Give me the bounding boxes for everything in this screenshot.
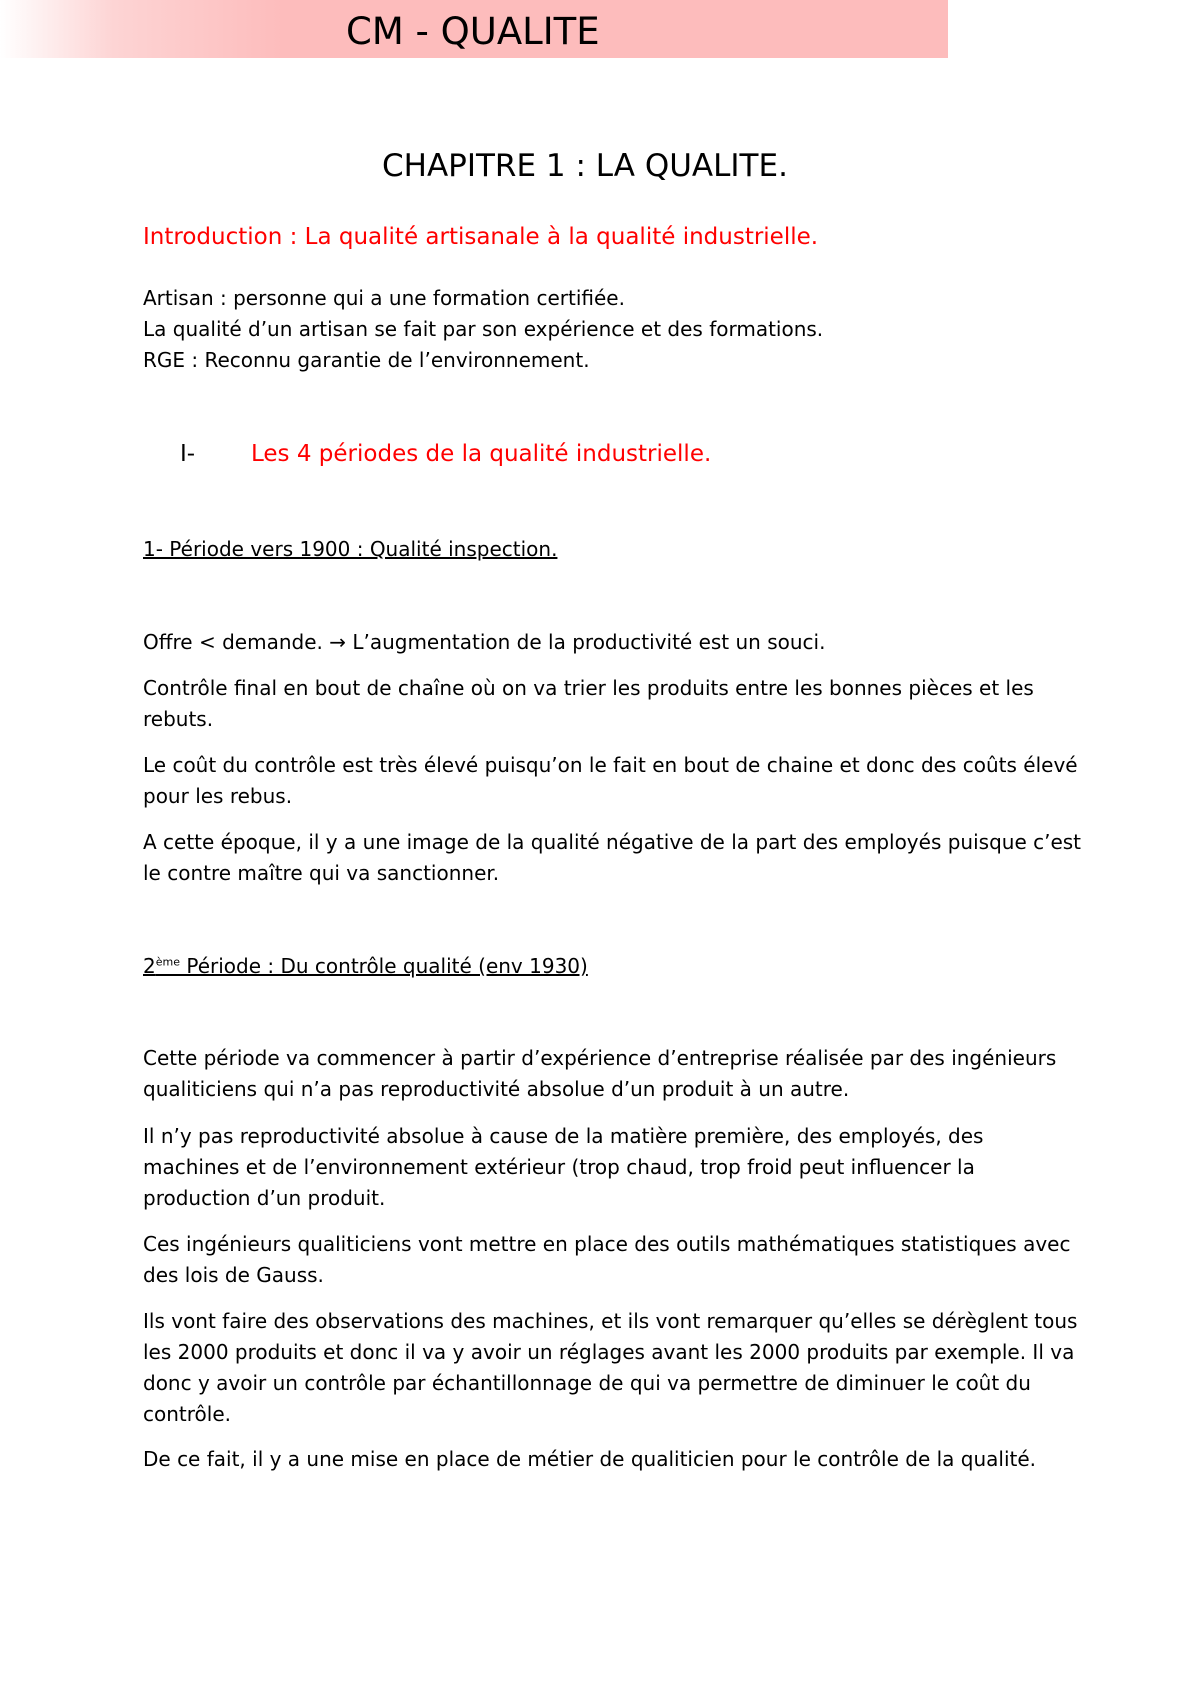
period1-paragraph: Offre < demande. → L’augmentation de la productivité est un souci. xyxy=(143,630,826,654)
period1-heading: 1- Période vers 1900 : Qualité inspection. xyxy=(143,537,558,561)
period1-paragraph: Contrôle final en bout de chaîne où on va trier les produits entre les bonnes pièces et les rebuts. xyxy=(143,676,1034,731)
introduction-heading: Introduction : La qualité artisanale à la qualité industrielle. xyxy=(143,224,819,250)
period2-paragraph: Ils vont faire des observations des machines, et ils vont remarquer qu’elles se dérèglent tous les 2000 produits et donc il va y avoir un réglages avant les 2000 produits par exemple. Il va donc y avoir un contrôle par échantillonnage de qui va permettre de diminuer le coût du contrôle. xyxy=(143,1309,1078,1426)
period1-paragraph: Le coût du contrôle est très élevé puisqu’on le fait en bout de chaine et donc des coûts élevé pour les rebus. xyxy=(143,753,1078,808)
intro-line-quality: La qualité d’un artisan se fait par son expérience et des formations. xyxy=(143,317,824,341)
period2-heading-sup: ème xyxy=(155,955,180,969)
intro-line-artisan: Artisan : personne qui a une formation certifiée. xyxy=(143,286,625,310)
period2-paragraph: Cette période va commencer à partir d’expérience d’entreprise réalisée par des ingénieurs qualiticiens qui n’a pas reproductivité absolue d’un produit à un autre. xyxy=(143,1046,1057,1101)
period2-heading xyxy=(143,951,588,981)
section-number: I- xyxy=(180,441,196,467)
intro-line-rge: RGE : Reconnu garantie de l’environnement. xyxy=(143,348,590,372)
section-title: Les 4 périodes de la qualité industrielle. xyxy=(251,441,712,467)
period2-heading-rest: Période : Du contrôle qualité (env 1930) xyxy=(180,954,588,978)
period2-paragraph: Il n’y pas reproductivité absolue à cause de la matière première, des employés, des machines et de l’environnement extérieur (trop chaud, trop froid peut influencer la production d’un produit. xyxy=(143,1124,984,1210)
period2-paragraph: Ces ingénieurs qualiticiens vont mettre en place des outils mathématiques statistiques avec des lois de Gauss. xyxy=(143,1232,1071,1287)
chapter-title: CHAPITRE 1 : LA QUALITE. xyxy=(382,148,788,184)
period1-paragraph: A cette époque, il y a une image de la qualité négative de la part des employés puisque c’est le contre maître qui va sanctionner. xyxy=(143,830,1082,885)
header-band xyxy=(0,0,948,58)
period2-paragraph: De ce fait, il y a une mise en place de métier de qualiticien pour le contrôle de la qualité. xyxy=(143,1447,1037,1471)
period2-heading-number: 2 xyxy=(143,954,156,978)
document-header-title: CM - QUALITE xyxy=(346,10,600,53)
